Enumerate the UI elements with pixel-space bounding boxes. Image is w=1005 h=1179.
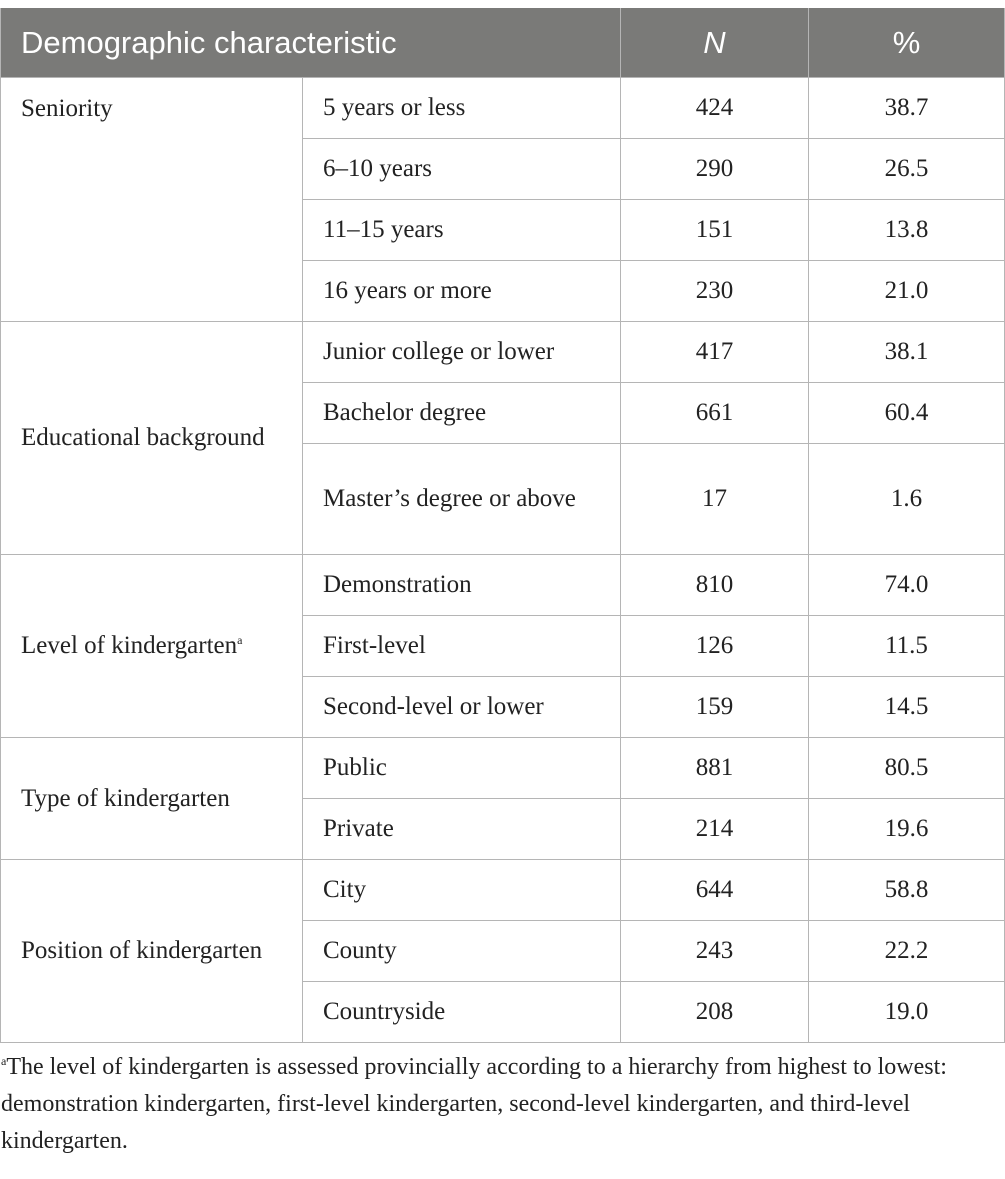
row-pct: 11.5 [809, 616, 1005, 677]
row-label: 6–10 years [303, 139, 621, 200]
row-label: First-level [303, 616, 621, 677]
footnote-marker: a [1, 1054, 7, 1068]
header-n: N [621, 8, 809, 78]
table-row [1, 555, 1005, 616]
group-label-educational-background: Educational background [1, 322, 303, 555]
row-label: County [303, 921, 621, 982]
row-label: Demonstration [303, 555, 621, 616]
table-row [1, 860, 1005, 921]
row-n: 661 [621, 383, 809, 444]
table-row [1, 322, 1005, 383]
group-label-level-of-kindergarten [1, 555, 303, 738]
row-pct: 38.7 [809, 78, 1005, 139]
row-pct: 38.1 [809, 322, 1005, 383]
row-label: Countryside [303, 982, 621, 1043]
row-n: 290 [621, 139, 809, 200]
row-pct: 13.8 [809, 200, 1005, 261]
row-n: 208 [621, 982, 809, 1043]
row-pct: 1.6 [809, 444, 1005, 555]
row-label: Public [303, 738, 621, 799]
table-row [1, 738, 1005, 799]
group-label-text: Level of kindergarten [21, 632, 238, 659]
row-label: 5 years or less [303, 78, 621, 139]
row-pct: 60.4 [809, 383, 1005, 444]
table-container [0, 8, 1005, 1160]
row-label: 16 years or more [303, 261, 621, 322]
row-n: 243 [621, 921, 809, 982]
row-pct: 80.5 [809, 738, 1005, 799]
row-pct: 74.0 [809, 555, 1005, 616]
row-label: Junior college or lower [303, 322, 621, 383]
footnote-marker: a [237, 633, 243, 647]
demographics-table [0, 8, 1005, 1043]
row-pct: 14.5 [809, 677, 1005, 738]
group-label-type-of-kindergarten: Type of kindergarten [1, 738, 303, 860]
row-label: Master’s degree or above [303, 444, 621, 555]
row-label: City [303, 860, 621, 921]
group-label-seniority: Seniority [1, 78, 303, 322]
row-pct: 19.6 [809, 799, 1005, 860]
row-pct: 21.0 [809, 261, 1005, 322]
row-n: 424 [621, 78, 809, 139]
row-pct: 22.2 [809, 921, 1005, 982]
row-pct: 58.8 [809, 860, 1005, 921]
footnote-text: The level of kindergarten is assessed provincially according to a hierarchy from highest to lowest: demonstration kindergarten, first-level kindergarten, second-level kindergarten, and third-level kindergarten. [1, 1054, 947, 1154]
row-n: 17 [621, 444, 809, 555]
row-label: Bachelor degree [303, 383, 621, 444]
row-n: 881 [621, 738, 809, 799]
row-pct: 19.0 [809, 982, 1005, 1043]
row-n: 214 [621, 799, 809, 860]
group-label-position-of-kindergarten: Position of kindergarten [1, 860, 303, 1043]
table-footnote [0, 1049, 1001, 1160]
row-n: 810 [621, 555, 809, 616]
table-row [1, 78, 1005, 139]
row-label: Private [303, 799, 621, 860]
row-n: 230 [621, 261, 809, 322]
row-n: 126 [621, 616, 809, 677]
row-pct: 26.5 [809, 139, 1005, 200]
header-row [1, 8, 1005, 78]
row-n: 644 [621, 860, 809, 921]
header-percent: % [809, 8, 1005, 78]
row-n: 159 [621, 677, 809, 738]
row-n: 417 [621, 322, 809, 383]
row-label: Second-level or lower [303, 677, 621, 738]
header-characteristic: Demographic characteristic [1, 8, 621, 78]
row-n: 151 [621, 200, 809, 261]
row-label: 11–15 years [303, 200, 621, 261]
